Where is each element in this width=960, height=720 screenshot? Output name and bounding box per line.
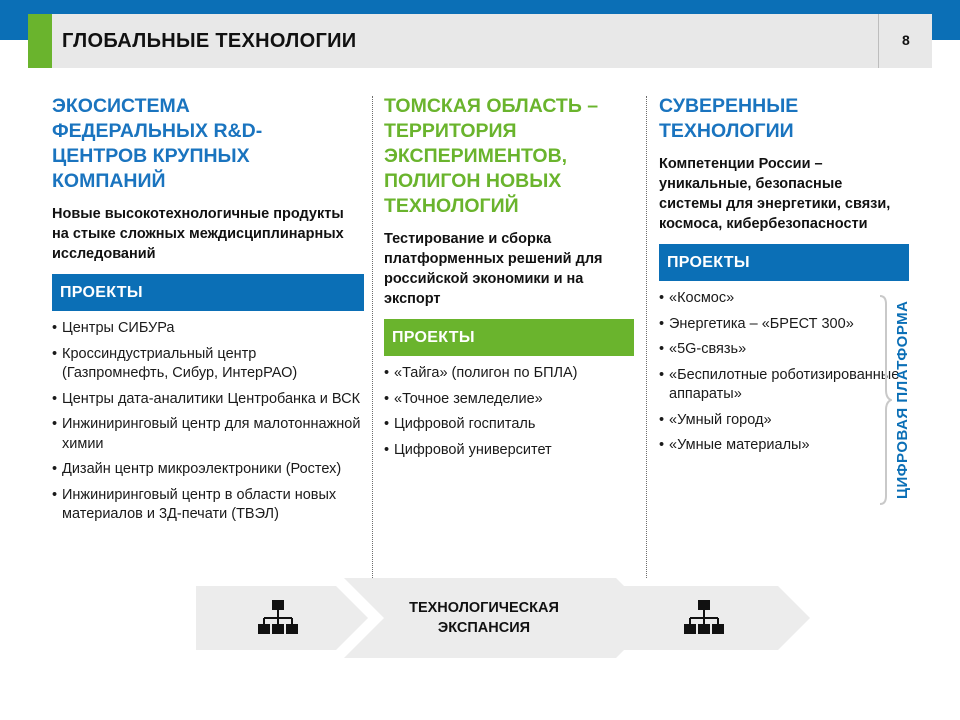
list-item: • Центры СИБУРа (52, 319, 364, 339)
page-number-separator (878, 14, 879, 68)
column-subtitle: Тестирование и сборка платформенных решений для российской экономики и на экспорт (384, 231, 603, 307)
projects-list (384, 364, 634, 460)
digital-platform-label: ЦИФРОВАЯ ПЛАТФОРМА (894, 300, 911, 500)
projects-badge: ПРОЕКТЫ (384, 319, 634, 356)
header-bar (28, 14, 932, 68)
column-rd-ecosystem (52, 94, 364, 531)
projects-badge: ПРОЕКТЫ (659, 244, 909, 281)
expansion-label: ТЕХНОЛОГИЧЕСКАЯ ЭКСПАНСИЯ (409, 600, 559, 636)
list-item: • «Точное земледелие» (384, 390, 634, 410)
column-divider (372, 96, 373, 578)
list-item: • «Тайга» (полигон по БПЛА) (384, 364, 634, 384)
column-sovereign-tech (659, 94, 909, 462)
list-item: • Дизайн центр микроэлектроники (Ростех) (52, 460, 364, 480)
column-subtitle: Компетенции России – уникальные, безопасные системы для энергетики, связи, космоса, кибербезопасности (659, 156, 891, 232)
column-title: ЭКОСИСТЕМА ФЕДЕРАЛЬНЫХ R&D- ЦЕНТРОВ КРУПНЫХ КОМПАНИЙ (52, 95, 263, 192)
list-item: • «Умный город» (659, 411, 909, 431)
projects-list (52, 319, 364, 525)
projects-list (659, 289, 909, 456)
list-item: • Кроссиндустриальный центр (Газпромнефть, Сибур, ИнтерРАО) (52, 345, 364, 384)
list-item: • Инжиниринговый центр для малотоннажной химии (52, 415, 364, 454)
column-subtitle: Новые высокотехнологичные продукты на стыке сложных междисциплинарных исследований (52, 206, 344, 262)
page-title: ГЛОБАЛЬНЫЕ ТЕХНОЛОГИИ (62, 30, 357, 52)
page-number: 8 (902, 32, 910, 48)
column-divider (646, 96, 647, 578)
column-tomsk-region (384, 94, 634, 466)
header-green-accent (28, 14, 52, 68)
column-title: СУВЕРЕННЫЕ ТЕХНОЛОГИИ (659, 95, 799, 142)
hierarchy-icon (258, 600, 298, 636)
list-item: • «Космос» (659, 289, 909, 309)
curly-bracket-icon (878, 294, 892, 506)
column-title: ТОМСКАЯ ОБЛАСТЬ – ТЕРРИТОРИЯ ЭКСПЕРИМЕНТОВ, ПОЛИГОН НОВЫХ ТЕХНОЛОГИЙ (384, 95, 599, 217)
hierarchy-icon (684, 600, 724, 636)
list-item: • «Беспилотные роботизированные аппараты» (659, 366, 909, 405)
list-item: • «Умные материалы» (659, 436, 909, 456)
list-item: • Центры дата-аналитики Центробанка и ВСК (52, 390, 364, 410)
list-item: • Цифровой университет (384, 441, 634, 461)
list-item: • Энергетика – «БРЕСТ 300» (659, 315, 909, 335)
list-item: • Цифровой госпиталь (384, 415, 634, 435)
list-item: • «5G-связь» (659, 340, 909, 360)
list-item: • Инжиниринговый центр в области новых материалов и 3Д-печати (ТВЭЛ) (52, 486, 364, 525)
projects-badge: ПРОЕКТЫ (52, 274, 364, 311)
